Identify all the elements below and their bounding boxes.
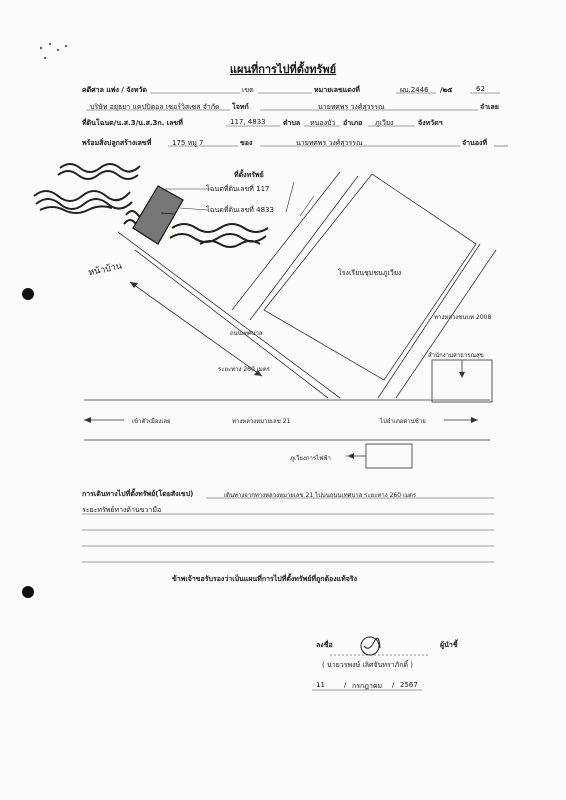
site-label: ที่ตั้งทรัพย์	[234, 171, 264, 179]
district: ภูเวียง	[375, 119, 394, 127]
signer-name: ( นายวรพงษ์ เลิศจันทราภักดิ์ )	[322, 661, 414, 669]
to-district-label: ไปอำเภอด่านซ้าย	[380, 418, 426, 425]
rural-road-label: ทางหลวงชนบท 2008	[434, 314, 492, 321]
plaintiff-name: บริษัท อยุธยา แคปปิตอล เซอร์วิสเซส จำกัด	[90, 103, 220, 111]
land-label: ที่ดินโฉนด/น.ส.3/น.ส.3ก. เลขที่	[82, 119, 183, 127]
owner-name: นายทศพร วงศ์สุวรรณ	[296, 139, 363, 147]
front-house-label: หน้าบ้าน	[87, 261, 123, 279]
to-town-label: เข้าตัวเมืองเลย	[132, 418, 171, 425]
sign-day: 11	[316, 681, 325, 689]
sign-year: 2567	[400, 681, 418, 689]
case-number: ผบ.2446	[400, 86, 429, 94]
owner-label: ของ	[240, 139, 253, 147]
province-label: จังหวัดฯ	[418, 119, 443, 127]
sign-label: ลงชื่อ	[316, 641, 333, 649]
electric-label: ภูเวียงการไฟฟ้า	[290, 455, 331, 462]
document-title: แผนที่การไปที่ตั้งทรัพย์	[229, 63, 337, 76]
health-office-label: สำนักงานสาธารณสุข	[428, 352, 484, 359]
sign-month: กรกฎาคม	[352, 682, 383, 690]
highway-label: ทางหลวงหมายเลข 21	[232, 418, 291, 425]
court-label: คดีศาล แพ่ง / จังหวัด	[82, 86, 147, 94]
building-label: พร้อมสิ่งปลูกสร้างเลขที่	[82, 139, 152, 147]
plaintiff-label: โจทก์	[232, 103, 249, 111]
defendant-label: จำเลย	[480, 103, 499, 111]
case-year: 62	[476, 85, 485, 93]
deed-117-label: โฉนดที่ดินเลขที่ 117	[206, 185, 270, 193]
case-year-separator: /๒๕	[440, 86, 453, 94]
local-road-label: ถนนเทศบาล	[230, 330, 263, 337]
deed-4833-label: โฉนดที่ดินเลขที่ 4833	[206, 206, 274, 214]
land-number: 117, 4833	[230, 118, 266, 126]
owner-number-label: จำนองที่	[462, 139, 488, 147]
subdistrict-label: ตำบล	[283, 119, 301, 127]
district-label: เขต	[242, 86, 254, 94]
date-sep-1: /	[344, 681, 347, 689]
subdistrict: หนองบัว	[310, 119, 336, 127]
distance-label: ระยะทาง 260 เมตร	[218, 366, 270, 373]
school-label: โรงเรียนชุมชนภูเวียง	[338, 269, 402, 277]
directions-text: เดินทางจากทางหลวงหมายเลข 21 ไปบนถนนเทศบาล ระยะทาง 260 เมตร	[224, 492, 417, 499]
signer-role: ผู้นำชี้	[440, 641, 458, 649]
directions-line2: ระยะทรัพย์ทางด้านขวามือ	[82, 506, 162, 514]
building-number: 175 หมู่ 7	[172, 139, 204, 147]
district-label-2: อำเภอ	[343, 119, 363, 127]
case-number-label: หมายเลขแดงที่	[314, 86, 360, 94]
directions-label: การเดินทางไปที่ตั้งทรัพย์(โดยสังเขป)	[82, 490, 194, 498]
date-sep-2: /	[392, 681, 395, 689]
certification-text: ข้าพเจ้าขอรับรองว่าเป็นแผนที่การไปที่ตั้งทรัพย์ที่ถูกต้องแท้จริง	[172, 575, 358, 583]
defendant-name: นายทศพร วงศ์สุวรรณ	[318, 103, 385, 111]
